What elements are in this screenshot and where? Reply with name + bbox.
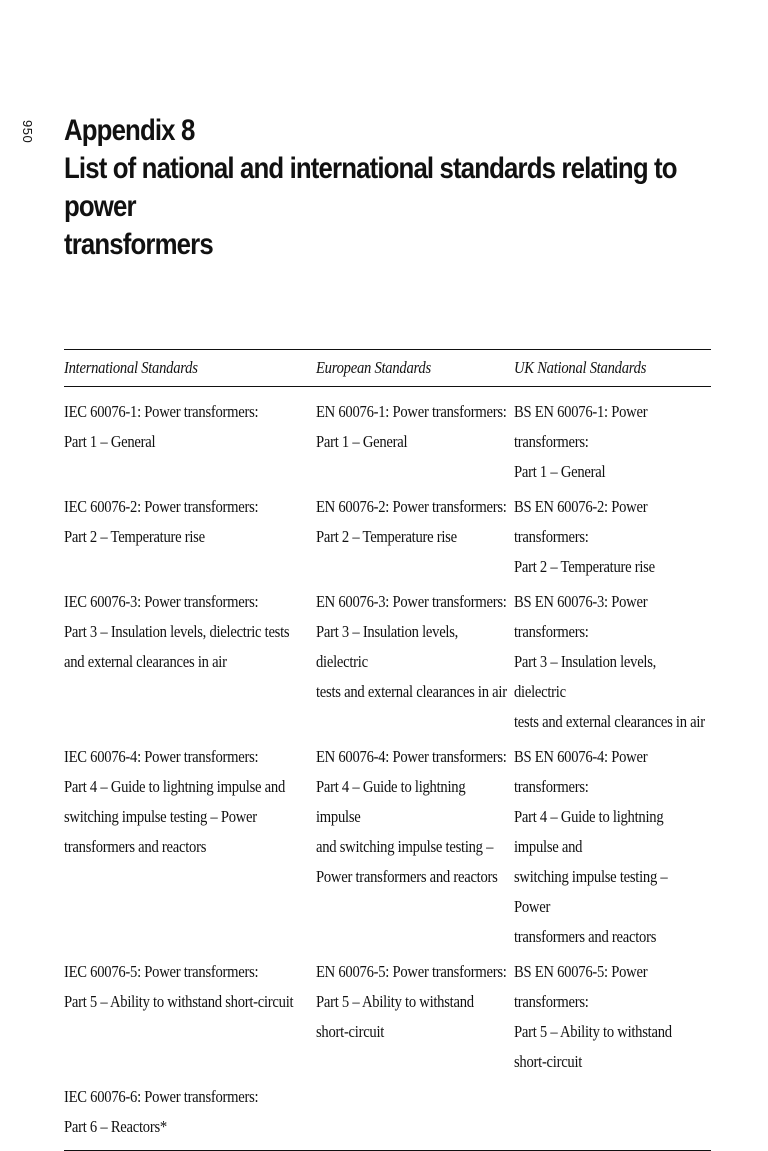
- table-cell-european: [316, 397, 514, 457]
- table-cell-uk: [514, 742, 711, 952]
- cell-text-line: switching impulse testing – Power: [514, 867, 668, 916]
- cell-text-line: EN 60076-5: Power transformers:: [316, 962, 507, 981]
- cell-text-line: Part 5 – Ability to withstand: [316, 992, 474, 1011]
- table-cell-european: [316, 587, 514, 707]
- column-header-uk: UK National Standards: [514, 358, 647, 377]
- cell-text-line: Part 1 – General: [316, 432, 408, 451]
- column-header-international: International Standards: [64, 358, 198, 377]
- cell-text-line: transformers and reactors: [64, 837, 207, 856]
- cell-text-line: Part 5 – Ability to withstand: [514, 1022, 672, 1041]
- table-cell-international: [64, 1082, 316, 1142]
- cell-text-line: short-circuit: [316, 1022, 385, 1041]
- table-row: [64, 957, 711, 1077]
- table-cell-european: [316, 492, 514, 552]
- cell-text-line: BS EN 60076-4: Power transformers:: [514, 747, 648, 796]
- cell-text-line: Part 4 – Guide to lightning impulse and: [514, 807, 664, 856]
- cell-text-line: short-circuit: [514, 1052, 583, 1071]
- cell-text-line: EN 60076-3: Power transformers:: [316, 592, 507, 611]
- table-cell-european: [316, 742, 514, 892]
- cell-text-line: Part 2 – Temperature rise: [64, 527, 205, 546]
- cell-text-line: EN 60076-2: Power transformers:: [316, 497, 507, 516]
- page-number: 950: [20, 120, 35, 144]
- cell-text-line: BS EN 60076-3: Power transformers:: [514, 592, 648, 641]
- cell-text-line: IEC 60076-4: Power transformers:: [64, 747, 259, 766]
- cell-text-line: and external clearances in air: [64, 652, 227, 671]
- cell-text-line: Power transformers and reactors: [316, 867, 498, 886]
- table-cell-uk: [514, 587, 711, 737]
- cell-text-line: IEC 60076-5: Power transformers:: [64, 962, 259, 981]
- table-row: [64, 742, 711, 952]
- cell-text-line: tests and external clearances in air: [514, 712, 705, 731]
- page-title-line-2: transformers: [64, 228, 213, 261]
- table-cell-uk: [514, 492, 711, 582]
- cell-text-line: EN 60076-4: Power transformers:: [316, 747, 507, 766]
- cell-text-line: Part 3 – Insulation levels, dielectric: [514, 652, 657, 701]
- table-cell-uk: [514, 957, 711, 1077]
- cell-text-line: IEC 60076-2: Power transformers:: [64, 497, 259, 516]
- cell-text-line: BS EN 60076-1: Power transformers:: [514, 402, 648, 451]
- cell-text-line: Part 1 – General: [514, 462, 606, 481]
- cell-text-line: and switching impulse testing –: [316, 837, 494, 856]
- table-row: [64, 1082, 711, 1142]
- cell-text-line: tests and external clearances in air: [316, 682, 507, 701]
- cell-text-line: BS EN 60076-2: Power transformers:: [514, 497, 648, 546]
- table-header-row: [64, 350, 711, 387]
- table-row: [64, 397, 711, 487]
- cell-text-line: Part 4 – Guide to lightning impulse and: [64, 777, 286, 796]
- cell-text-line: EN 60076-1: Power transformers:: [316, 402, 507, 421]
- cell-text-line: Part 6 – Reactors*: [64, 1117, 167, 1136]
- table-row: [64, 492, 711, 582]
- cell-text-line: BS EN 60076-5: Power transformers:: [514, 962, 648, 1011]
- cell-text-line: transformers and reactors: [514, 927, 657, 946]
- page-heading: [64, 112, 677, 264]
- table-cell-international: [64, 492, 316, 552]
- table-cell-international: [64, 397, 316, 457]
- table-row: [64, 587, 711, 737]
- appendix-label: Appendix 8: [64, 114, 195, 147]
- cell-text-line: Part 4 – Guide to lightning impulse: [316, 777, 466, 826]
- cell-text-line: Part 3 – Insulation levels, dielectric: [316, 622, 459, 671]
- standards-table: [64, 349, 711, 1151]
- cell-text-line: switching impulse testing – Power: [64, 807, 257, 826]
- page-title-line-1: List of national and international standards relating to power: [64, 152, 677, 223]
- table-cell-uk: [514, 397, 711, 487]
- cell-text-line: IEC 60076-3: Power transformers:: [64, 592, 259, 611]
- table-cell-international: [64, 587, 316, 677]
- cell-text-line: Part 1 – General: [64, 432, 156, 451]
- cell-text-line: IEC 60076-6: Power transformers:: [64, 1087, 259, 1106]
- cell-text-line: IEC 60076-1: Power transformers:: [64, 402, 259, 421]
- cell-text-line: Part 5 – Ability to withstand short-circuit: [64, 992, 294, 1011]
- column-header-european: European Standards: [316, 358, 431, 377]
- table-cell-international: [64, 742, 316, 862]
- cell-text-line: Part 2 – Temperature rise: [316, 527, 457, 546]
- table-cell-european: [316, 957, 514, 1047]
- table-body: [64, 387, 711, 1150]
- cell-text-line: Part 2 – Temperature rise: [514, 557, 655, 576]
- cell-text-line: Part 3 – Insulation levels, dielectric tests: [64, 622, 290, 641]
- table-cell-international: [64, 957, 316, 1017]
